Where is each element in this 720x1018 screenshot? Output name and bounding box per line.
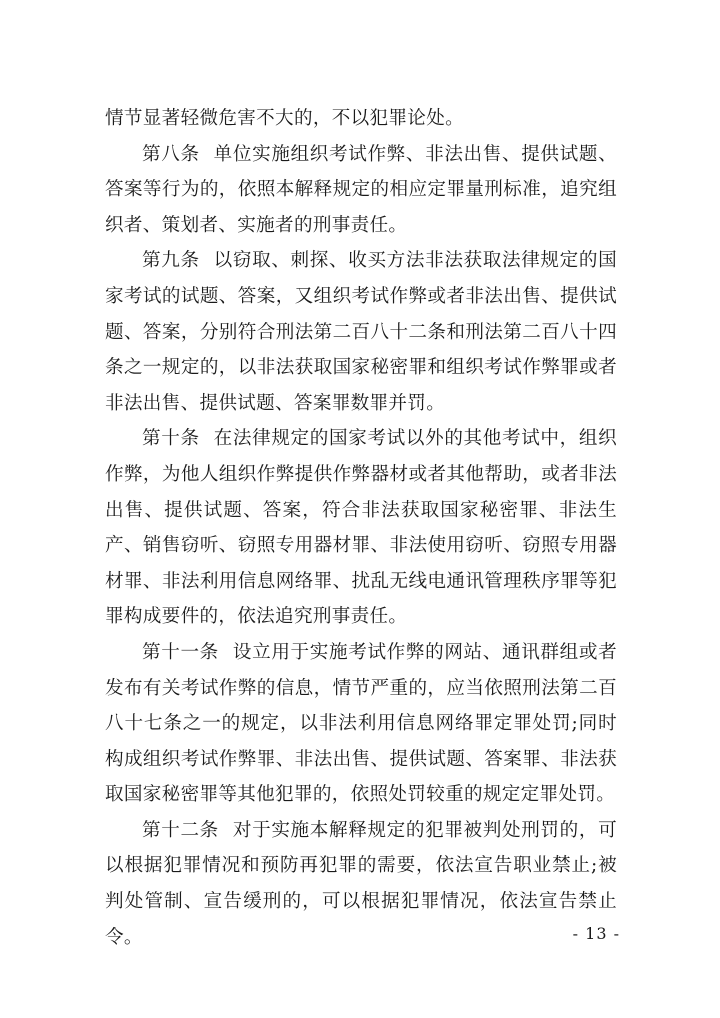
page-number: - 13 - bbox=[572, 924, 620, 943]
article-text: 单位实施组织考试作弊、非法出售、提供试题、答案等行为的，依照本解释规定的相应定罪量刑标准，追究组织者、策划者、实施者的刑事责任。 bbox=[105, 143, 617, 236]
article-number: 第十条 bbox=[142, 428, 200, 450]
article-text: 设立用于实施考试作弊的网站、通讯群组或者发布有关考试作弊的信息，情节严重的，应当依照刑法第二百八十七条之一的规定，以非法利用信息网络罪定罪处罚;同时构成组织考试作弊罪、非法出售、提供试题、答案罪、非法获取国家秘密罪等其他犯罪的，依照处罚较重的规定定罪处罚。 bbox=[105, 641, 617, 806]
document-body bbox=[105, 101, 617, 955]
paragraph-text: 情节显著轻微危害不大的，不以犯罪论处。 bbox=[105, 108, 464, 129]
article-text: 以窃取、刺探、收买方法非法获取法律规定的国家考试的试题、答案，又组织考试作弊或者非法出售、提供试题、答案，分别符合刑法第二百八十二条和刑法第二百八十四条之一规定的，以非法获取国家秘密罪和组织考试作弊罪或者非法出售、提供试题、答案罪数罪并罚。 bbox=[105, 250, 617, 414]
article-text: 对于实施本解释规定的犯罪被判处刑罚的，可以根据犯罪情况和预防再犯罪的需要，依法宣告职业禁止;被判处管制、宣告缓刑的，可以根据犯罪情况，依法宣告禁止令。 bbox=[105, 819, 617, 948]
article-text: 在法律规定的国家考试以外的其他考试中，组织作弊，为他人组织作弊提供作弊器材或者其他帮助，或者非法出售、提供试题、答案，符合非法获取国家秘密罪、非法生产、销售窃听、窃照专用器材罪、非法使用窃听、窃照专用器材罪、非法利用信息网络罪、扰乱无线电通讯管理秩序罪等犯罪构成要件的，依法追究刑事责任。 bbox=[105, 428, 617, 628]
article-12 bbox=[105, 813, 617, 955]
article-9 bbox=[105, 243, 617, 421]
article-10 bbox=[105, 421, 617, 635]
article-8 bbox=[105, 137, 617, 244]
article-number: 第十二条 bbox=[142, 819, 219, 841]
article-number: 第八条 bbox=[142, 143, 200, 165]
article-number: 第十一条 bbox=[142, 641, 219, 663]
article-11 bbox=[105, 635, 617, 813]
article-number: 第九条 bbox=[142, 250, 200, 272]
paragraph-continuation bbox=[105, 101, 617, 137]
